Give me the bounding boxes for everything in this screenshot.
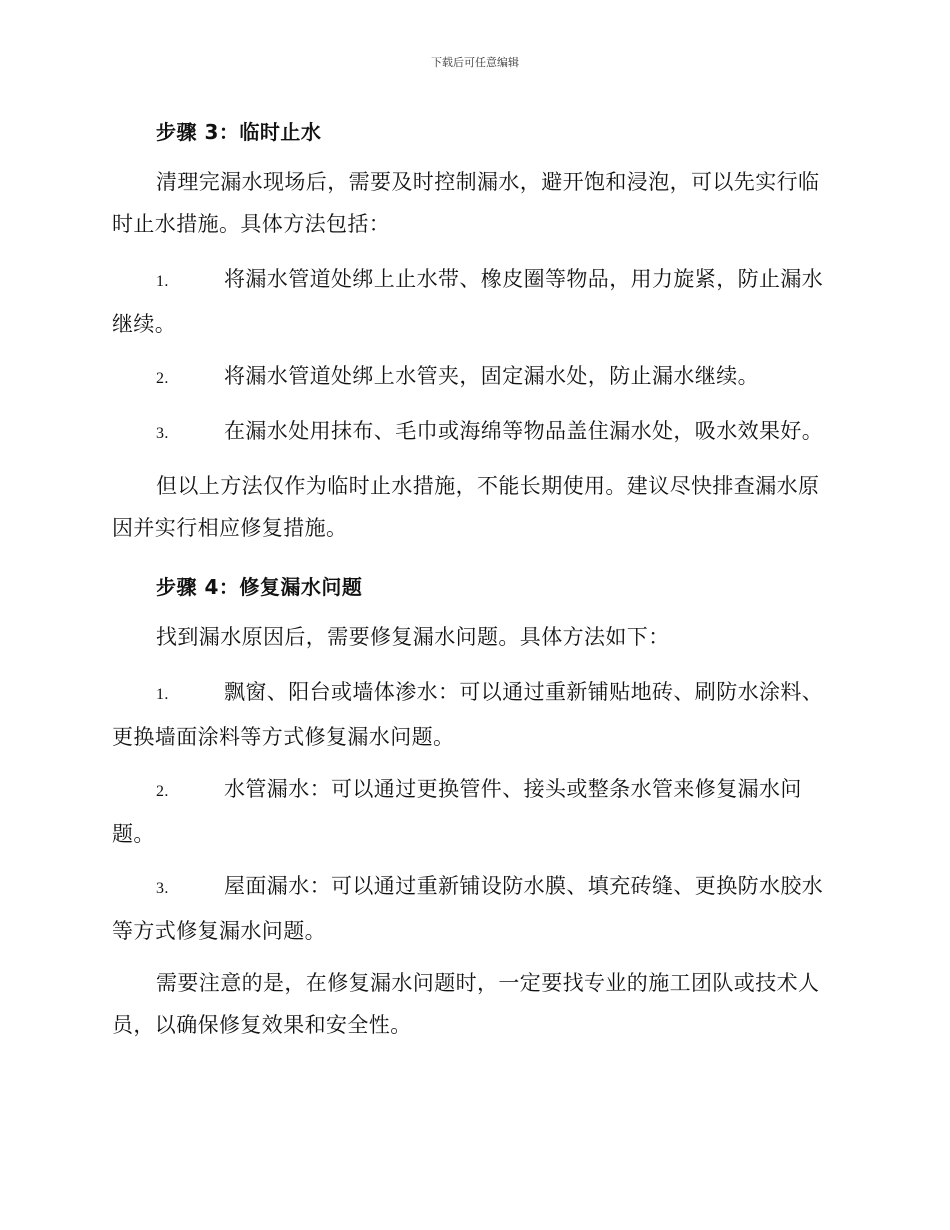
step3-heading: 步骤 3：临时止水	[156, 120, 322, 144]
step3-item-2-num: 2.	[156, 370, 169, 387]
step4-heading: 步骤 4：修复漏水问题	[156, 575, 363, 599]
step4-item-3-text: 屋面漏水：可以通过重新铺设防水膜、填充砖缝、更换防水胶水等方式修复漏水问题。	[112, 874, 824, 943]
step3-item-2	[112, 355, 838, 400]
step4-item-1	[112, 671, 838, 758]
step4-intro: 找到漏水原因后，需要修复漏水问题。具体方法如下：	[156, 625, 670, 649]
step3-item-2-text: 将漏水管道处绑上水管夹，固定漏水处，防止漏水继续。	[224, 364, 759, 388]
step4-item-3-num: 3.	[156, 880, 169, 897]
step3-item-1-text: 将漏水管道处绑上止水带、橡皮圈等物品，用力旋紧，防止漏水继续。	[112, 267, 824, 336]
page-header: 下载后可任意编辑	[431, 56, 519, 69]
step3-item-3	[112, 410, 838, 455]
step3-item-3-text: 在漏水处用抹布、毛巾或海绵等物品盖住漏水处，吸水效果好。	[224, 419, 824, 443]
step4-item-2	[112, 768, 838, 855]
step3-item-1	[112, 258, 838, 345]
step4-item-1-num: 1.	[156, 686, 169, 703]
step4-item-1-text: 飘窗、阳台或墙体渗水：可以通过重新铺贴地砖、刷防水涂料、更换墙面涂料等方式修复漏水问题。	[112, 680, 824, 749]
step4-item-2-text: 水管漏水：可以通过更换管件、接头或整条水管来修复漏水问题。	[112, 777, 802, 846]
step4-note: 需要注意的是，在修复漏水问题时，一定要找专业的施工团队或技术人员，以确保修复效果和安全性。	[112, 971, 820, 1037]
step3-item-3-num: 3.	[156, 425, 169, 442]
step4-item-2-num: 2.	[156, 783, 169, 800]
step4-item-3	[112, 865, 838, 952]
step3-item-1-num: 1.	[156, 273, 169, 290]
step3-note: 但以上方法仅作为临时止水措施，不能长期使用。建议尽快排查漏水原因并实行相应修复措施。	[112, 474, 820, 540]
step3-intro: 清理完漏水现场后，需要及时控制漏水，避开饱和浸泡，可以先实行临时止水措施。具体方法包括：	[112, 170, 820, 236]
